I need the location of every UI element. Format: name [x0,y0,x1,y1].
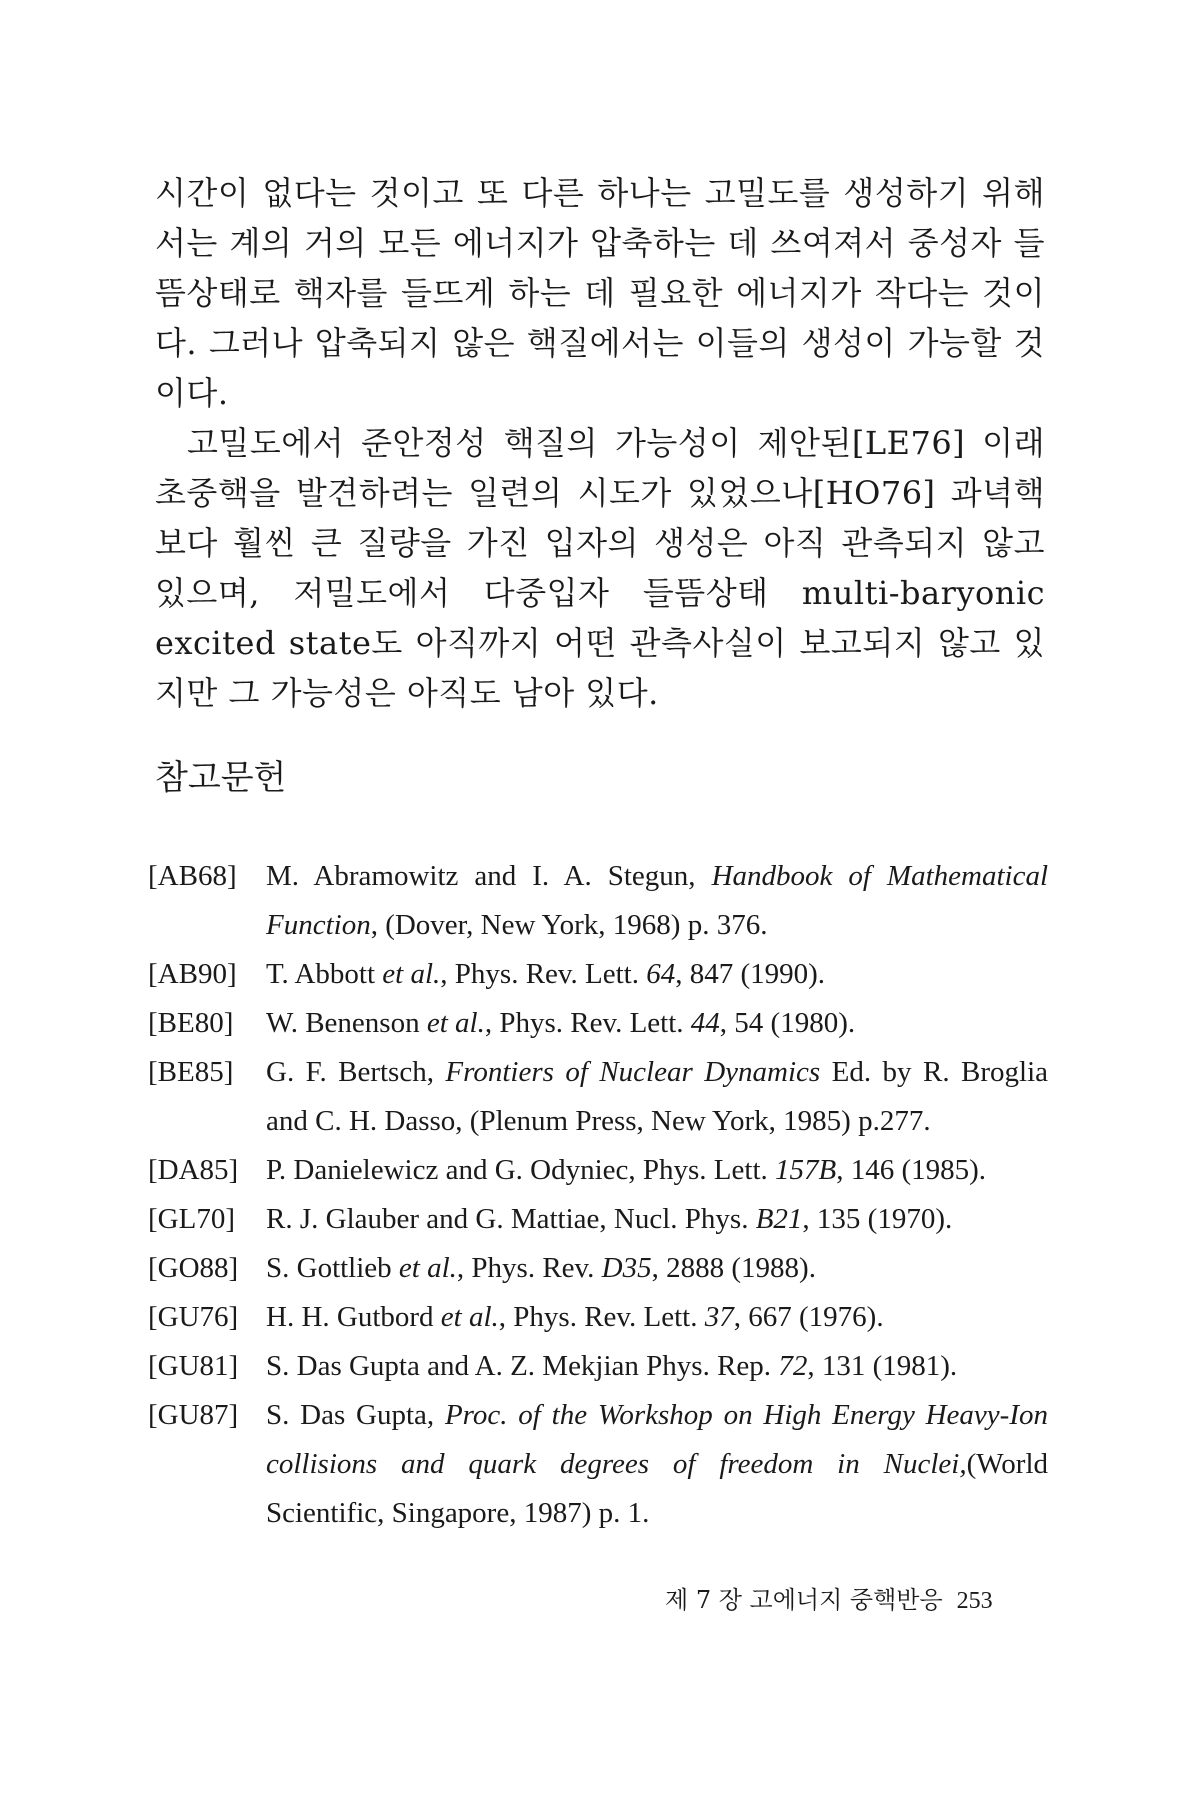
section-heading-references: 참고문헌 [155,758,287,798]
reference-key: [DA85] [148,1154,239,1186]
reference-text: T. Abbott et al., Phys. Rev. Lett. 64, 847 (1990). [266,958,826,990]
paragraph: 고밀도에서 준안정성 핵질의 가능성이 제안된[LE76] 이래 초중핵을 발견하려는 일련의 시도가 있었으나[HO76] 과녁핵보다 훨씬 큰 질량을 가진 입자의 생성은 아직 관측되지 않고 있으며, 저밀도에서 다중입자 들뜸상태 multi-baryonic excited state도 아직까지 어떤 관측사실이 보고되지 않고 있지만 그 가능성은 아직도 남아 있다. [155,424,1045,712]
reference-key: [BE80] [148,1007,234,1039]
reference-text: W. Benenson et al., Phys. Rev. Lett. 44, 54 (1980). [266,1007,856,1039]
reference-key: [AB90] [148,958,237,990]
reference-key: [AB68] [148,860,237,892]
reference-item [148,1146,1048,1195]
paragraph: 시간이 없다는 것이고 또 다른 하나는 고밀도를 생성하기 위해서는 계의 거의 모든 에너지가 압축하는 데 쓰여져서 중성자 들뜸상태로 핵자를 들뜨게 하는 데 필요한 에너지가 작다는 것이다. 그러나 압축되지 않은 핵질에서는 이들의 생성이 가능할 것이다. [155,174,1045,412]
reference-text: M. Abramowitz and I. A. Stegun, Handbook of Mathematical Function, (Dover, New York, 1968) p. 376. [266,860,1048,941]
reference-key: [GL70] [148,1203,235,1235]
reference-key: [GU87] [148,1399,239,1431]
body-text [155,168,1045,718]
reference-item [148,1391,1048,1538]
reference-item [148,1293,1048,1342]
running-footer-chapter: 제 7 장 고에너지 중핵반응 [665,1586,943,1614]
reference-text: P. Danielewicz and G. Odyniec, Phys. Lett. 157B, 146 (1985). [266,1154,987,1186]
reference-item [148,1244,1048,1293]
page-footer [665,1580,993,1615]
reference-text: R. J. Glauber and G. Mattiae, Nucl. Phys. B21, 135 (1970). [266,1203,953,1235]
reference-key: [GU76] [148,1301,239,1333]
reference-text: S. Das Gupta, Proc. of the Workshop on High Energy Heavy-Ion collisions and quark degrees of freedom in Nuclei,(World Scientific, Singapore, 1987) p. 1. [266,1399,1048,1529]
reference-item [148,999,1048,1048]
reference-text: S. Das Gupta and A. Z. Mekjian Phys. Rep. 72, 131 (1981). [266,1350,958,1382]
reference-item [148,1195,1048,1244]
reference-key: [GU81] [148,1350,239,1382]
reference-item [148,1342,1048,1391]
reference-text: H. H. Gutbord et al., Phys. Rev. Lett. 37, 667 (1976). [266,1301,884,1333]
reference-text: G. F. Bertsch, Frontiers of Nuclear Dynamics Ed. by R. Broglia and C. H. Dasso, (Plenum Press, New York, 1985) p.277. [266,1056,1048,1137]
page-number: 253 [956,1588,993,1614]
reference-key: [GO88] [148,1252,239,1284]
reference-list [148,852,1048,1538]
reference-item [148,950,1048,999]
reference-item [148,852,1048,950]
reference-text: S. Gottlieb et al., Phys. Rev. D35, 2888 (1988). [266,1252,816,1284]
reference-item [148,1048,1048,1146]
reference-key: [BE85] [148,1056,234,1088]
